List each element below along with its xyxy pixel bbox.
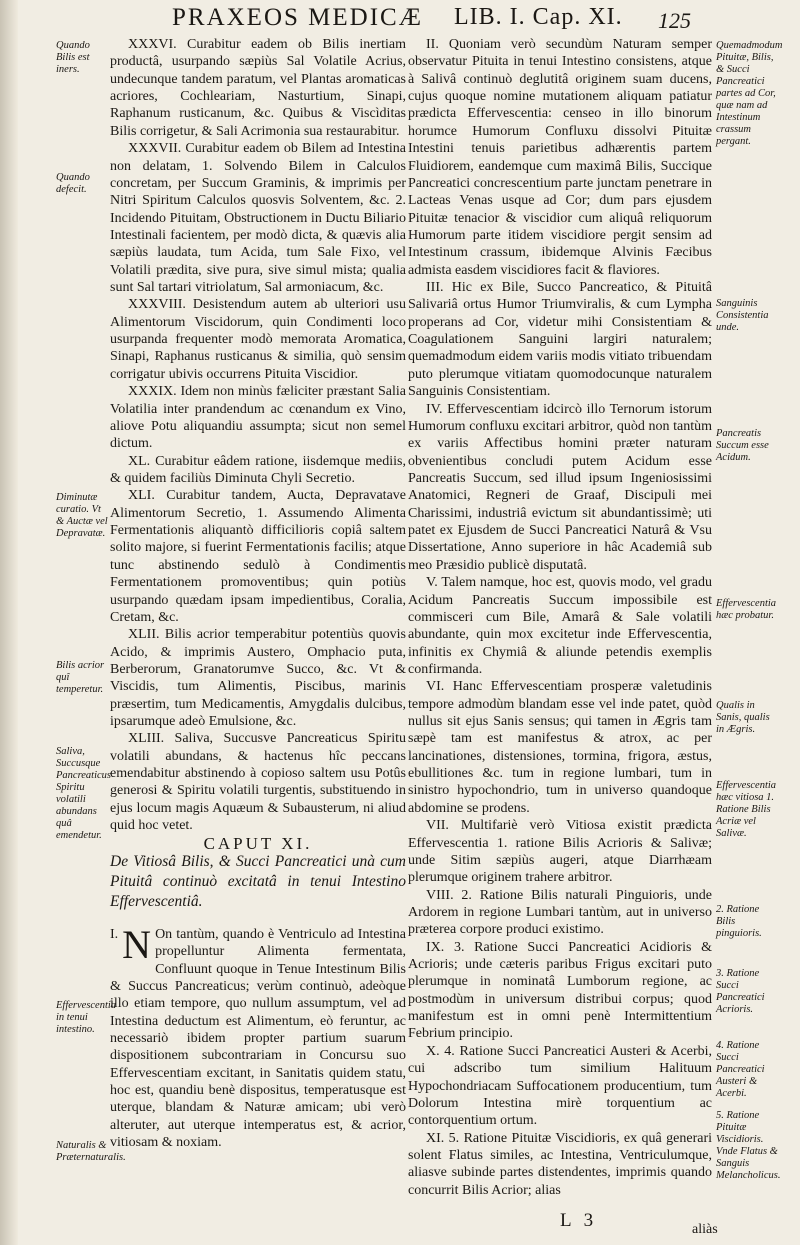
margin-note: Effervescentia hæc probatur. [716,598,777,621]
margin-note: 2. Ratione Bilis pinguioris. [716,904,762,939]
margin-note: 4. Ratione Succi Pancreatici Austeri & Acerbi. [716,1040,765,1099]
margin-note: Diminutæ curatio. Vt & Auctæ vel Depravatæ. [56,492,108,539]
paragraph: VIII. 2. Ratione Bilis naturali Pinguioris, unde Ardorem in regione Lumbari tantùm, aut in universo præterea corpore produci existimo. [408,887,712,938]
paragraph: XXXVIII. Desistendum autem ab ulteriori usu Alimentorum Viscidorum, quin Condimenti loco usurpanda frequenter modò memorata Aromatica, Sinapi, Raphanus rusticanus & similia, quò sensim corrigatur ubivis occurrens Pituita Viscidior. [110,297,406,382]
paragraph: VII. Multifariè verò Vitiosa existit prædicta Effervescentia 1. ratione Bilis Acrioris & Salivæ; unde Sitim sæpiùs augeri, atque Diarrhæam plerumque originem trahere arbitror. [408,818,712,886]
margin-note: Quando defecit. [56,172,90,195]
page-number: 125 [658,8,691,33]
chapter-heading: CAPUT XI. [203,833,313,853]
margin-note: Effervescentia hæc vitiosa 1. Ratione Bilis Acriæ vel Salivæ. [716,780,777,839]
paragraph: XLIII. Saliva, Succusve Pancreaticus Spiritu volatili abundans, & hactenus hîc peccans emendabitur abstinendo à copioso saltem usu Potûs generosi & Spiritu volatili turgentis, substituendo in ejus locum magis Aquæum & Subausterum, ni aliud quid hoc vetet. [110,731,406,834]
paragraph: III. Hic ex Bile, Succo Pancreatico, & Pituitâ Salivariâ ortus Humor Triumviralis, & cum Lympha properans ad Cor, videtur mihi Consistentiam & Coagulationem Sanguini largiri naturalem; quemadmodum eidem variis modis vitiato tribuendam puto plerumque vitiatam quomodocunque naturalem Sanguinis Consistentiam. [408,280,712,400]
paragraph: XXXVII. Curabitur eadem ob Bilem ad Intestina non delatam, 1. Solvendo Bilem in Calculos concretam, per Succum Graminis, & imprimis per Nitri Spiritum Calculos quosvis Solventem, &c. 2. Incidendo Pituitam, Obstructionem in Ductu Biliario Intestinali facientem, per modò dicta, & quævis alia sæpiùs laudata, tum Acida, tum Sale Fixo, vel Volatili prædita, sive pura, sive simul mista; qualia sunt Sal tartari vitriolatum, Sal armoniacum, &c. [110,141,406,296]
margin-note: Bilis acrior quî temperetur. [56,660,105,695]
page-fold-shadow [0,0,18,1245]
margin-note: Sanguinis Consistentia unde. [716,298,769,333]
margin-note: Effervescentia in tenui intestino. [56,1000,117,1035]
margin-note: 3. Ratione Succi Pancreatici Acrioris. [716,968,765,1015]
paragraph: XXXVI. Curabitur eadem ob Bilis inertiam productâ, usurpando sæpiùs Sal Volatile Acrius, undecunque tandem paratum, vel Plantas aromaticas acriores, Cochleariam, Nasturtium, Sinapi, Raphanum rusticanum, &c. Quibus & Viscìditas Bilis corrigetur, & Sali Acrimonia sua restaurabitur. [110,37,406,139]
margin-note: 5. Ratione Pituitæ Viscidioris. Vnde Flatus & Sanguis Melancholicus. [716,1110,781,1181]
header-title: PRAXEOS MEDICÆ [172,4,423,31]
margin-note: Quemadmodum Pituitæ, Bilis, & Succi Pancreatici partes ad Cor, quæ nam ad Intestinum crassum pergant. [716,40,783,147]
margin-note: Qualis in Sanis, qualis in Ægris. [716,700,770,735]
paragraph-text: On tantùm, quando è Ventriculo ad Intestina propelluntur Alimenta fermentata, Confluunt quoque in Tenue Intestinum Bilis & Succus Pancreaticus; verùm continuò, adeòque illo etiam tempore, quo nullum assumptum, vel ad Intestina deductum est Alimentum, eò feruntur, ac necessariò ibidem propter partium suarum dispositionem subcontrariam in Concursu suo Effervescentiam excitant, in Sanitatis quidem statu, hoc est, quandiu benè dispositus, temperatusque est uterque, blandam & Naturæ amicam; ubi verò alteruter, aut uterque intemperatus est, & acrior, vitiosam & noxiam. [110,926,406,1151]
signature-mark: L 3 [560,1210,598,1231]
paragraph: XL. Curabitur eâdem ratione, iisdemque mediis, & quidem faciliùs Diminuta Chyli Secretio. [110,453,406,486]
catchword: aliàs [692,1222,718,1237]
chapter-summary: De Vitiosâ Bilis, & Succi Pancreatici unà cum Pituitâ continuò excitatâ in tenui Intestino Effervescentiâ. [110,852,406,910]
paragraph: XLII. Bilis acrior temperabitur potentiùs quovis Acido, & imprimis Austero, Omphacio puta, Berberorum, Granatorumve Succo, &c. Vt & Viscidis, tum Alimentis, Piscibus, marinis præsertim, tum Medicamentis, Amygdalis dulcibus, ipsarumque adeò Emulsione, &c. [110,627,406,730]
paragraph: XLI. Curabitur tandem, Aucta, Depravatave Alimentorum Secretio, 1. Assumendo Alimenta Fermentationis aliquantò difficilioris copiâ saltem solito majore, si fuerint Fermentationis facilis; atque tunc abstinendo sedulò à Condimentis Fermentationem promoventibus; quin potiùs usurpando quædam ipsam impedientibus, Coralia, Cretam, &c. [110,488,406,625]
paragraph: XI. 5. Ratione Pituitæ Viscidioris, ex quâ generari solent Flatus similes, ac Intestina, Ventriculumque, aliasve subinde partes distendentes, imprimis quando concurrit Bilis Acrior; alias [408,1130,712,1198]
chapter-first-paragraph [110,921,406,1152]
paragraph: IV. Effervescentiam idcircò illo Ternorum istorum Humorum confluxu excitari arbitror, quòd non tantùm ex variis Affectibus homini præter naturam obvenientibus concludi putem Acidum esse Pancreatis Succum, sed illud ipsum Ingeniosissimi Anatomici, Regneri de Graaf, Discipuli mei Charissimi, industriâ evictum sit abundantissimè; uti patet ex Ejusdem de Succi Pancreatici Naturâ & Vsu Dissertatione, Anno superiore in hâc Academiâ sub meo Præsidio publicè disputatâ. [408,401,712,573]
running-header [172,4,712,38]
margin-note: Naturalis & Præternaturalis. [56,1140,126,1163]
right-text-column [408,36,712,1199]
header-book-chapter: LIB. I. Cap. XI. [454,4,623,30]
drop-cap: N [122,921,152,967]
paragraph: VI. Hanc Effervescentiam prosperæ valetudinis tempore admodùm blandam esse vel inde patet, quòd nullus sit ejus Sanis sensus; qui tamen in Ægris tam sæpè tam est manifestus & atrox, ac per lancinationes, distensiones, tormina, frigora, æstus, ebullitiones &c. tum in regione lumbari, tum in sinistro hypochondrio, tum in universo quandoque abdomine se prodens. [408,679,712,816]
paragraph: X. 4. Ratione Succi Pancreatici Austeri & Acerbi, cui adscribo tum similium Halituum Hypochondriacam Suffocationem producentium, tum Dolorum Intestina mirè torquentium ac contorquentium ortum. [408,1043,712,1129]
paragraph: V. Talem namque, hoc est, quovis modo, vel gradu Acidum Pancreatis Succum impossibile est commisceri cum Bile, Amarâ & Sale volatili abundante, quin mox excitetur inde Effervescentia, infinitis ex Chymiâ & aliunde petendis exemplis confirmanda. [408,575,712,677]
margin-note: Saliva, Succusque Pancreaticus Spiritu volatili abundans quâ emendetur. [56,746,112,841]
paragraph: II. Quoniam verò secundùm Naturam semper observatur Pituita in tenui Intestino consistens, atque à Salivâ continuò deglutitâ originem suam ducens, cujus quoque nomine mutationem aliquam patiatur prædicta Effervescentia: censeo in illo binorum horumce Humorum Confluxu dissolvi Pituitæ Intestini tenuis parietibus adhærentis partem Fluidiorem, eandemque cum maximâ Bilis, Succique Pancreatici concrescentium parte junctam penetrare in Lacteas Venas usque ad Cor; dum pars ejusdem Pituitæ tenacior & viscidior cum aliquâ reliquorum Humorum parte itidem viscidiore pergit sensim ad Intestinum crassum, ibidemque Alvinis Fæcibus admista easdem viscidiores facit & flaviores. [408,37,712,278]
left-text-column [110,36,406,1152]
paragraph: IX. 3. Ratione Succi Pancreatici Acidioris & Acrioris; unde cæteris paribus Frigus excitari puto plerumque in nominatâ Lumborum regione, ac postmodùm in universum distribui corpus; quod manifestum est in omni penè Intermittentium Febrium principio. [408,939,712,1042]
paragraph: XXXIX. Idem non minùs fæliciter præstant Salia Volatilia inter prandendum ac cœnandum ex Vino, aliove Potu aliquandiu assumpta; sicut non semel dictum. [110,384,406,452]
margin-note: Pancreatis Succum esse Acidum. [716,428,769,463]
paragraph-number: I. [110,926,119,942]
margin-note: Quando Bilis est iners. [56,40,90,75]
